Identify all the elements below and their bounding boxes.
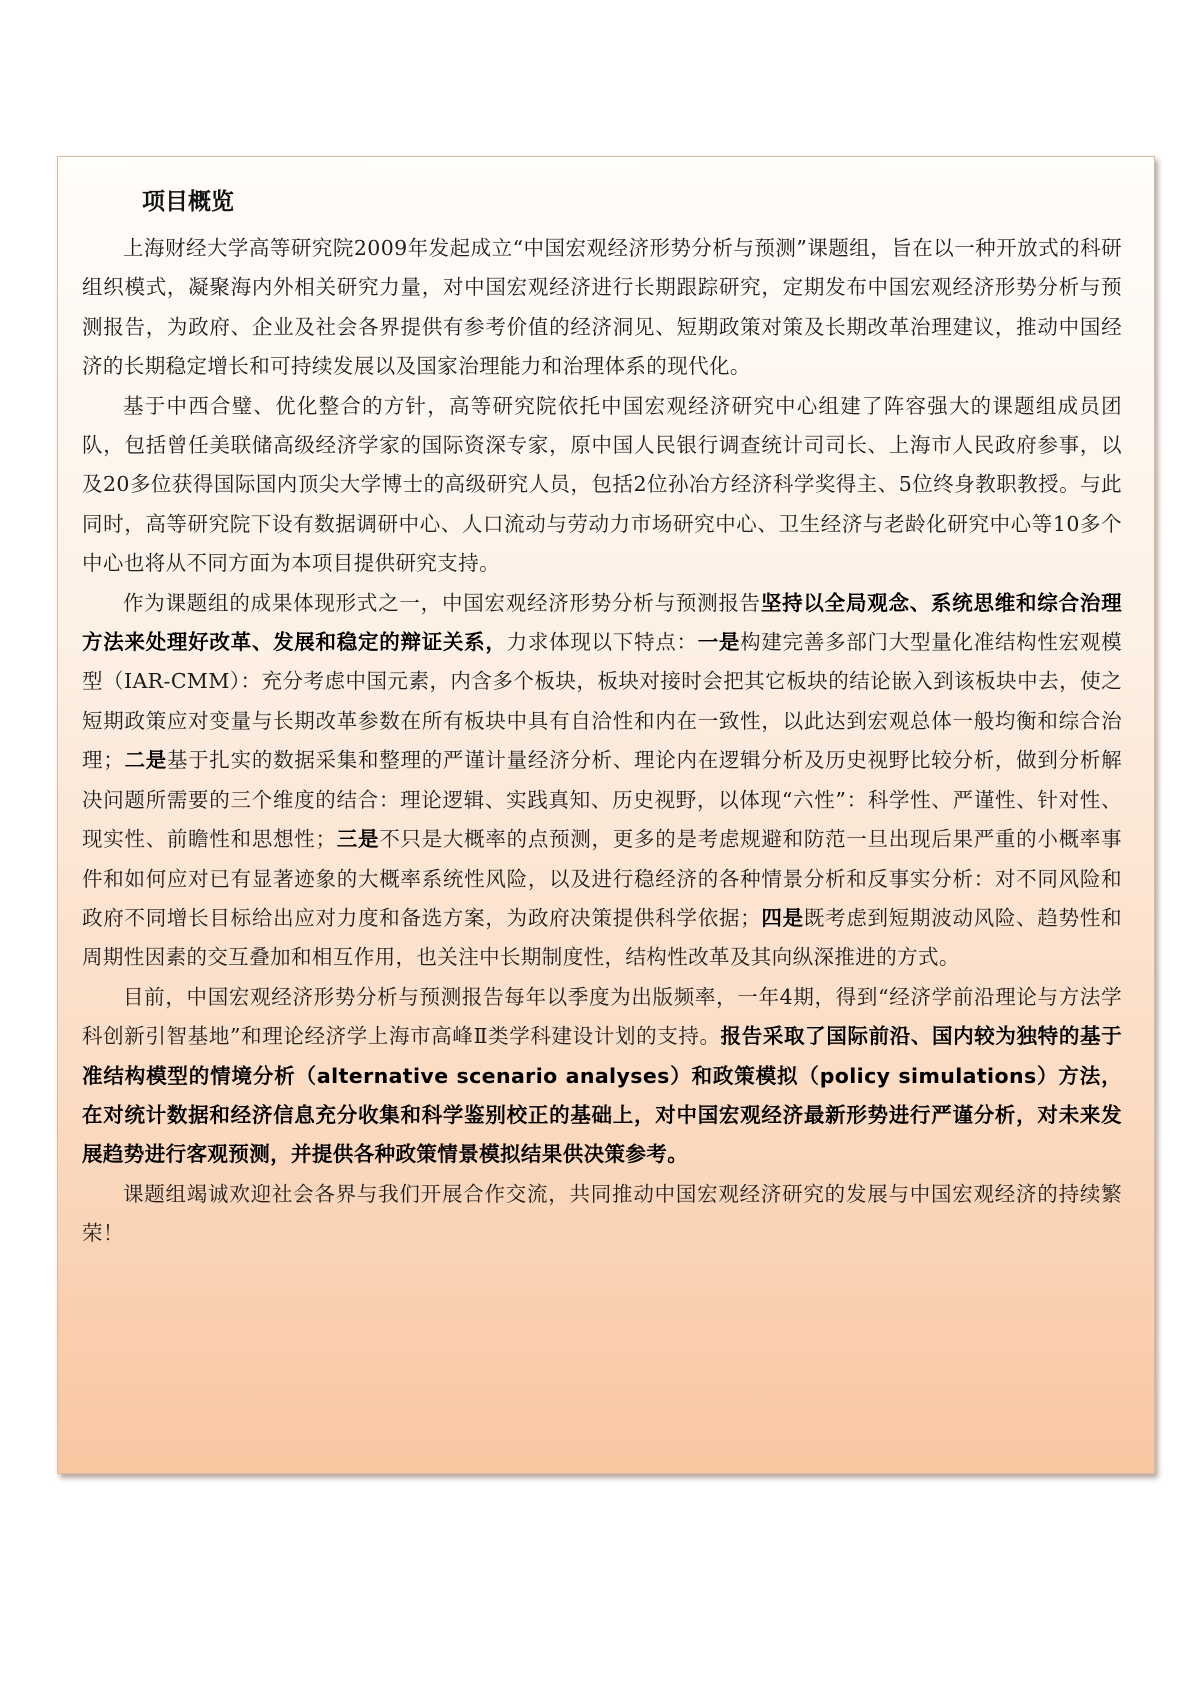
paragraph-features xyxy=(82,584,1122,978)
paragraph-publication xyxy=(82,978,1122,1175)
text-span: 基于中西合璧、优化整合的方针，高等研究院依托中国宏观经济研究中心组建了阵容强大的课题组成员团队，包括曾任美联储高级经济学家的国际资深专家，原中国人民银行调查统计司司长、上海市人民政府参事，以及20多位获得国际国内顶尖大学博士的高级研究人员，包括2位孙冶方经济科学奖得主、5位终身教职教授。与此同时，高等研究院下设有数据调研中心、人口流动与劳动力市场研究中心、卫生经济与老龄化研究中心等10多个中心也将从不同方面为本项目提供研究支持。 xyxy=(82,393,1122,576)
text-span: 力求体现以下特点： xyxy=(506,630,698,655)
bold-text: 报告采取了国际前沿、国内较为独特的基于准结构模型的情境分析（alternative scenario analyses）和政策模拟（policy simulations）方法，在对统计数据和经济信息充分收集和科学鉴别校正的基础上，对中国宏观经济最新形势进行严谨分析，对未来发展趋势进行客观预测，并提供各种政策情景模拟结果供决策参考。 xyxy=(82,1024,1122,1167)
bold-text: 四是 xyxy=(761,905,804,930)
paragraph-team xyxy=(82,387,1122,584)
text-span: 基于扎实的数据采集和整理的严谨计量经济分析、理论内在逻辑分析及历史视野比较分析，做到分析解决问题所需要的三个维度的结合：理论逻辑、实践真知、历史视野，以体现“六性”：科学性、严谨性、针对性、现实性、前瞻性和思想性； xyxy=(82,748,1122,852)
bold-text: 二是 xyxy=(124,748,167,773)
bold-text: 坚持以全局观念、系统思维和综合治理方法来处理好改革、发展和稳定的辩证关系， xyxy=(82,590,1122,655)
text-span: 不只是大概率的点预测，更多的是考虑规避和防范一旦出现后果严重的小概率事件和如何应对已有显著迹象的大概率系统性风险，以及进行稳经济的各种情景分析和反事实分析：对不同风险和政府不同增长目标给出应对力度和备选方案，为政府决策提供科学依据； xyxy=(82,827,1122,930)
text-span: 上海财经大学高等研究院2009年发起成立“中国宏观经济形势分析与预测”课题组，旨在以一种开放式的科研组织模式，凝聚海内外相关研究力量，对中国宏观经济进行长期跟踪研究，定期发布中国宏观经济形势分析与预测报告，为政府、企业及社会各界提供有参考价值的经济洞见、短期政策对策及长期改革治理建议，推动中国经济的长期稳定增长和可持续发展以及国家治理能力和治理体系的现代化。 xyxy=(82,236,1122,379)
text-span: 作为课题组的成果体现形式之一，中国宏观经济形势分析与预测报告 xyxy=(123,590,761,615)
paragraph-welcome xyxy=(82,1175,1122,1254)
bold-text: 三是 xyxy=(336,827,380,852)
text-span: 既考虑到短期波动风险、趋势性和周期性因素的交互叠加和相互作用，也关注中长期制度性，结构性改革及其向纵深推进的方式。 xyxy=(82,905,1122,970)
text-span: 课题组竭诚欢迎社会各界与我们开展合作交流，共同推动中国宏观经济研究的发展与中国宏观经济的持续繁荣！ xyxy=(82,1181,1122,1246)
bold-text: 一是 xyxy=(697,630,741,655)
overview-title: 项目概览 xyxy=(142,189,234,215)
paragraph-intro xyxy=(82,229,1122,387)
project-overview-box xyxy=(57,156,1155,1474)
text-span: 构建完善多部门大型量化准结构性宏观模型（IAR-CMM）：充分考虑中国元素，内含多个板块，板块对接时会把其它板块的结论嵌入到该板块中去，使之短期政策应对变量与长期改革参数在所有板块中具有自洽性和内在一致性，以此达到宏观总体一般均衡和综合治理； xyxy=(82,630,1122,773)
text-span: 目前，中国宏观经济形势分析与预测报告每年以季度为出版频率，一年4期，得到“经济学前沿理论与方法学科创新引智基地”和理论经济学上海市高峰Ⅱ类学科建设计划的支持。 xyxy=(82,984,1122,1049)
